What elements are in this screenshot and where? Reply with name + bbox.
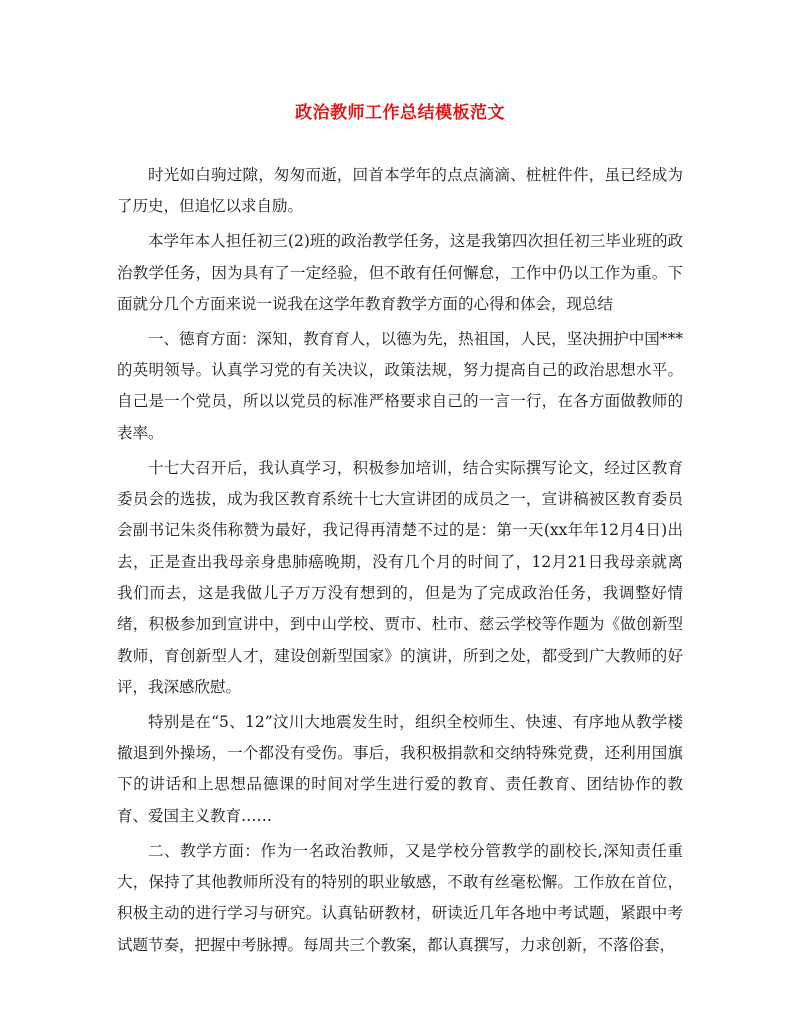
paragraph-intro: 时光如白驹过隙，匆匆而逝，回首本学年的点点滴滴、桩桩件件，虽已经成为了历史，但追忆以求自励。	[117, 166, 683, 216]
paragraph-moral-education: 一、德育方面：深知，教育育人，以德为先，热祖国，人民，坚决拥护中国***的英明领导。认真学习党的有关决议，政策法规，努力提高自己的政治思想水平。自己是一个党员，所以以党员的标准严格要求自己的一言一行，在各方面做教师的表率。	[117, 329, 683, 442]
paragraph-earthquake: 特别是在“5、12”汶川大地震发生时，组织全校师生、快速、有序地从教学楼撤退到外操场，一个都没有受伤。事后，我积极捐款和交纳特殊党费，还利用国旗下的讲话和上思想品德课的时间对学生进行爱的教育、责任教育、团结协作的教育、爱国主义教育……	[117, 712, 683, 825]
paragraph-teaching-task: 本学年本人担任初三(2)班的政治教学任务，这是我第四次担任初三毕业班的政治教学任务，因为具有了一定经验，但不敢有任何懈怠，工作中仍以工作为重。下面就分几个方面来说一说我在这学年教育教学方面的心得和体会，现总结	[117, 232, 683, 313]
document-title: 政治教师工作总结模板范文	[295, 103, 505, 123]
document-body	[117, 160, 683, 965]
paragraph-congress-lecture: 十七大召开后，我认真学习，积极参加培训，结合实际撰写论文，经过区教育委员会的选拔，成为我区教育系统十七大宣讲团的成员之一，宣讲稿被区教育委员会副书记朱炎伟称赞为最好，我记得再清楚不过的是：第一天(xx年年12月4日)出去，正是查出我母亲身患肺癌晚期，没有几个月的时间了，12月21日我母亲就离我们而去，这是我做儿子万万没有想到的，但是为了完成政治任务，我调整好情绪，积极参加到宣讲中，到中山学校、贾市、杜市、慈云学校等作题为《做创新型教师，育创新型人才，建设创新型国家》的演讲，所到之处，都受到广大教师的好评，我深感欣慰。	[117, 458, 683, 696]
paragraph-teaching: 二、教学方面：作为一名政治教师，又是学校分管教学的副校长,深知责任重大，保持了其他教师所没有的特别的职业敏感，不敢有丝毫松懈。工作放在首位，积极主动的进行学习与研究。认真钻研教材，研读近几年各地中考试题，紧跟中考试题节奏，把握中考脉搏。每周共三个教案，都认真撰写，力求创新，不落俗套，	[117, 841, 683, 954]
